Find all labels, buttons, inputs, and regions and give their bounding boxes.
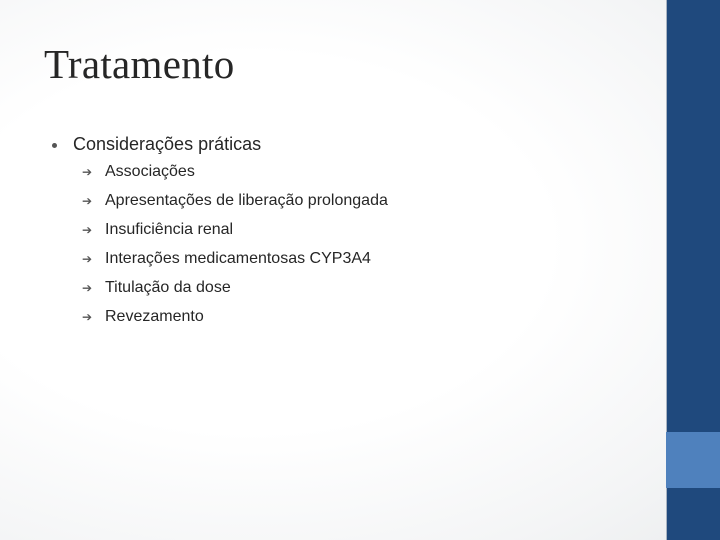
bullet-text: Considerações práticas — [73, 134, 262, 154]
bullet-dot-icon — [52, 143, 57, 148]
arrow-right-icon: ➔ — [82, 252, 93, 266]
side-bar-accent-block — [666, 432, 720, 488]
arrow-right-icon: ➔ — [82, 281, 93, 295]
side-bar-decoration — [666, 0, 720, 540]
sub-bullet-text: Revezamento — [105, 308, 204, 325]
sub-bullet-text: Apresentações de liberação prolongada — [105, 192, 388, 209]
slide-title: Tratamento — [44, 41, 235, 87]
arrow-right-icon: ➔ — [82, 165, 93, 179]
arrow-right-icon: ➔ — [82, 194, 93, 208]
sub-bullet-text: Interações medicamentosas CYP3A4 — [105, 250, 371, 267]
sub-bullet-text: Titulação da dose — [105, 279, 231, 296]
sub-bullet-text: Insuficiência renal — [105, 221, 234, 238]
arrow-right-icon: ➔ — [82, 310, 93, 324]
sub-bullet-text: Associações — [105, 163, 195, 180]
arrow-right-icon: ➔ — [82, 223, 93, 237]
